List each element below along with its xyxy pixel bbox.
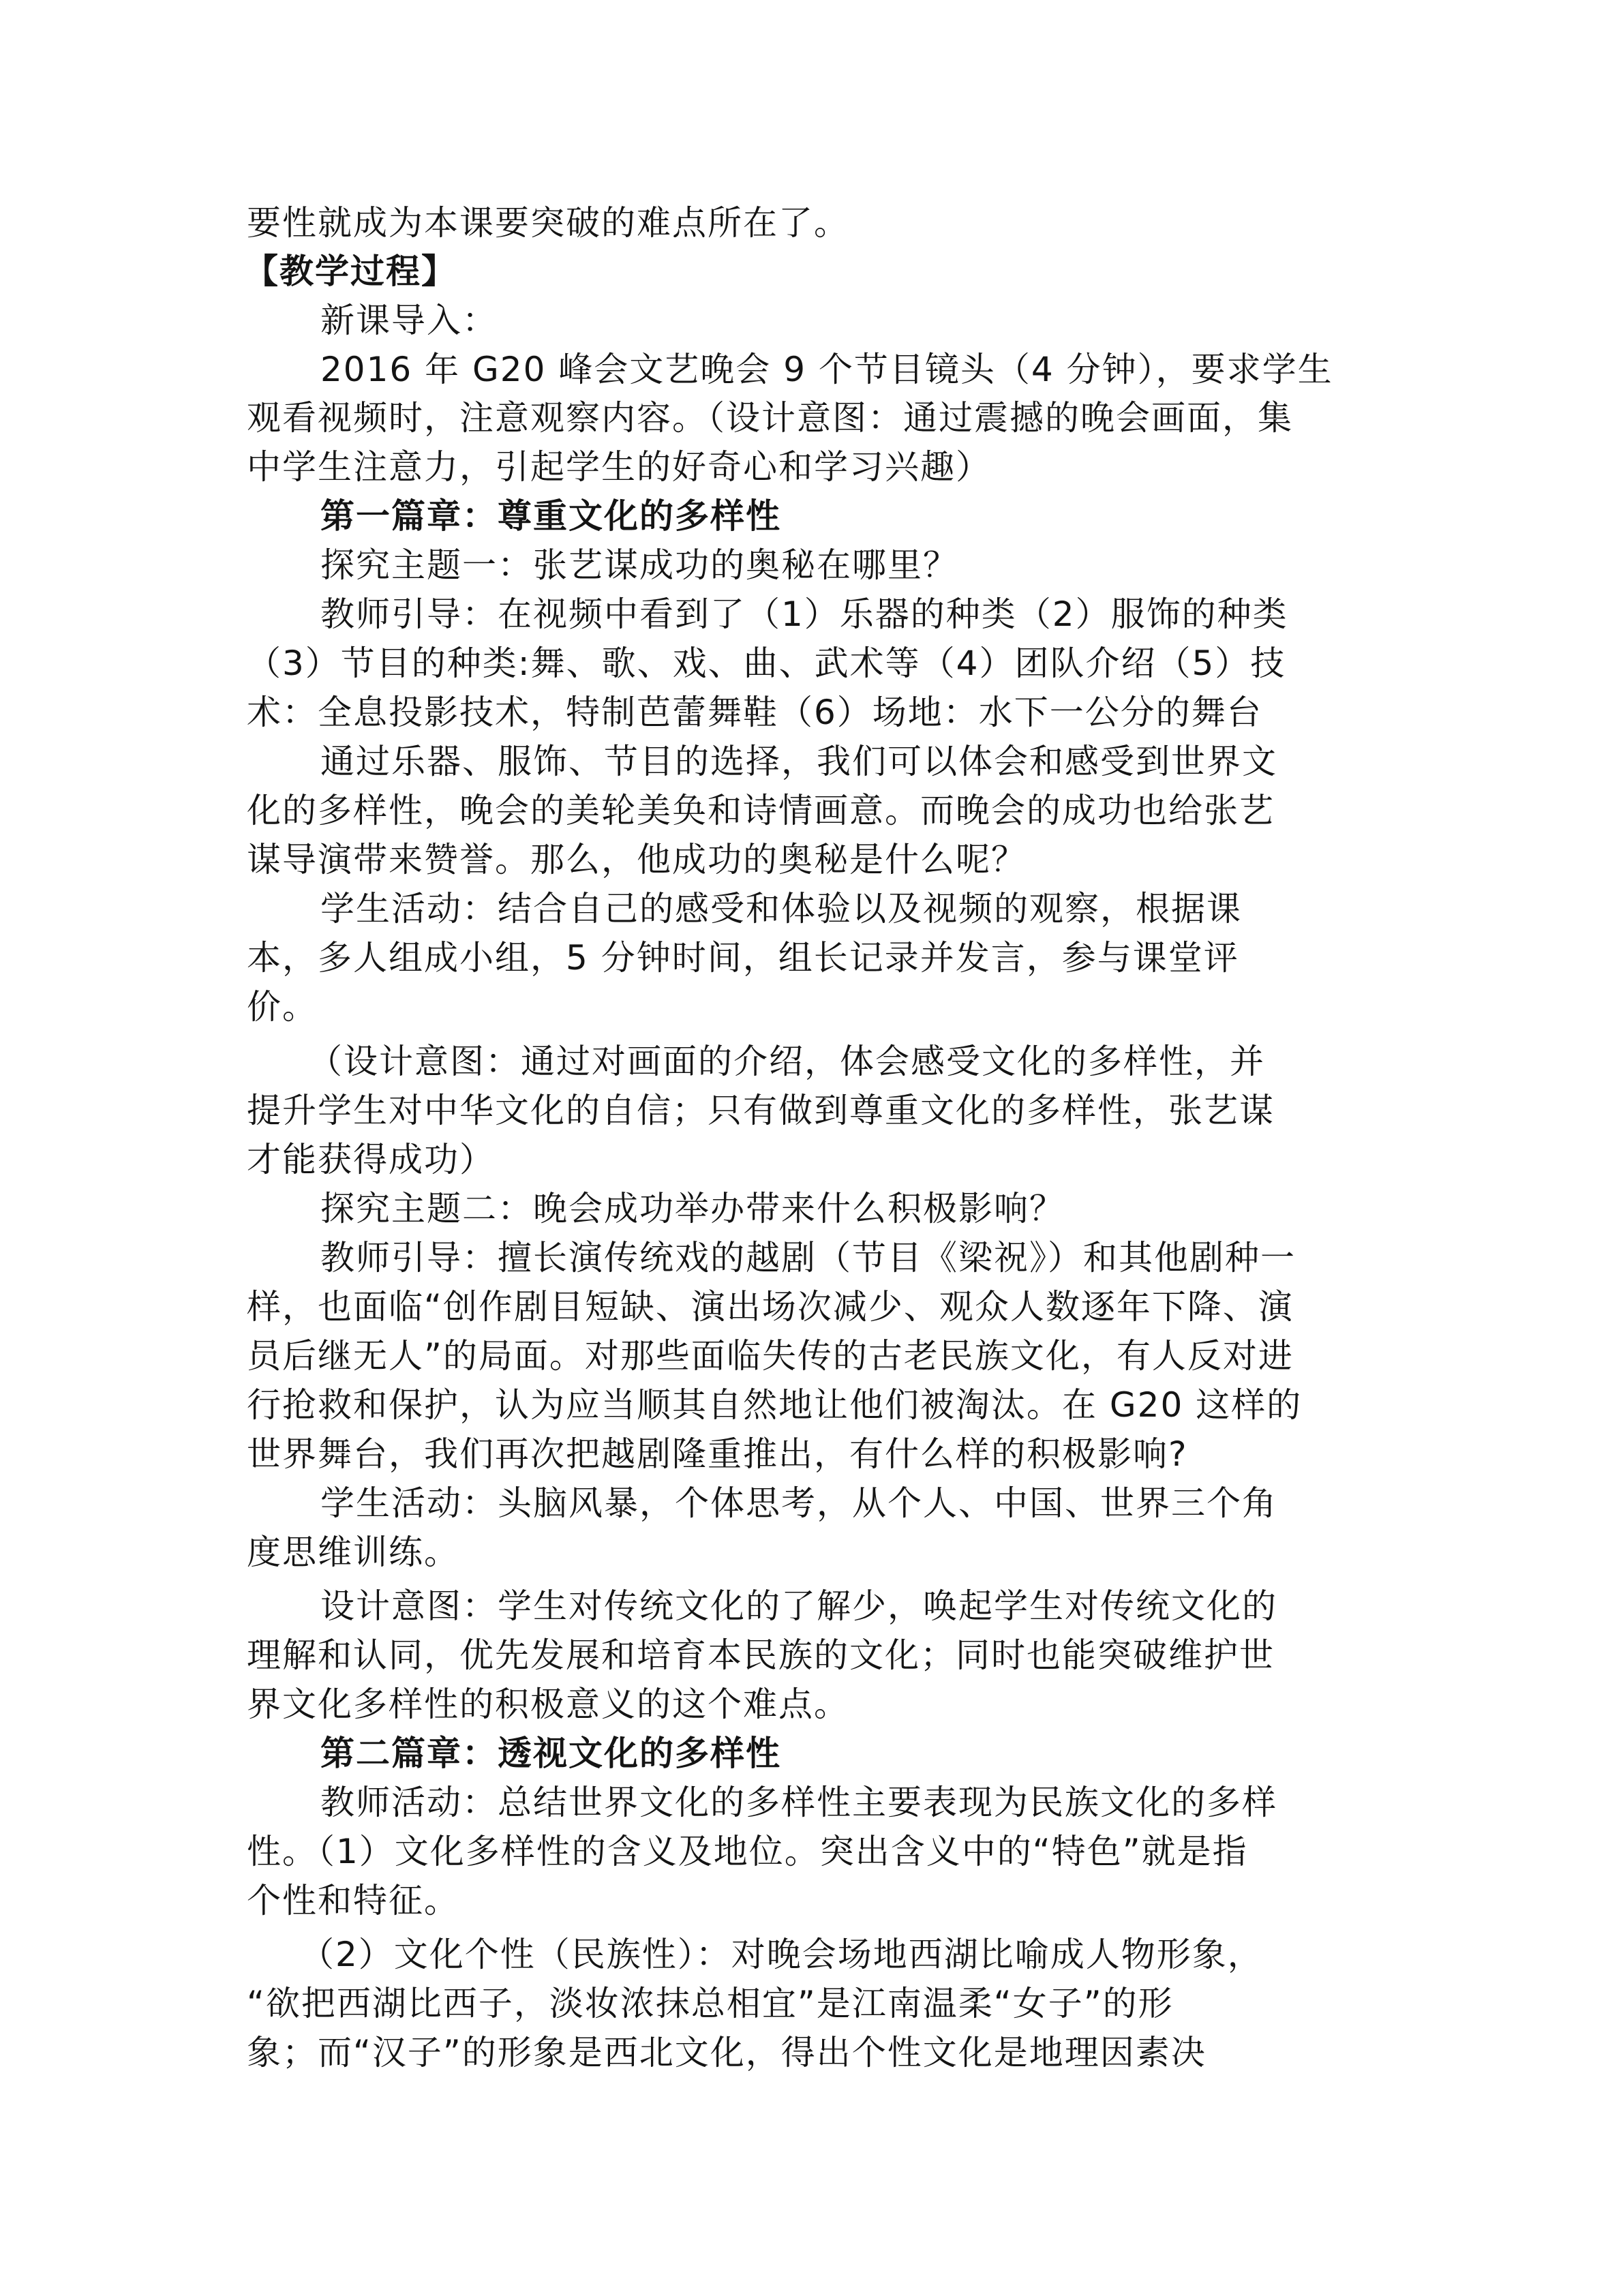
paragraph-line: 世界舞台，我们再次把越剧隆重推出，有什么样的积极影响?	[247, 1434, 1188, 1474]
paragraph-line: 探究主题一：张艺谋成功的奥秘在哪里？	[320, 545, 958, 585]
paragraph-line: 教师引导：在视频中看到了（1）乐器的种类（2）服饰的种类	[320, 594, 1288, 634]
paragraph-line: 价。	[247, 987, 318, 1027]
paragraph-line: 学生活动：结合自己的感受和体验以及视频的观察，根据课	[320, 889, 1242, 928]
paragraph-line: 要性就成为本课要突破的难点所在了。	[247, 203, 849, 243]
paragraph-line: 性。（1）文化多样性的含义及地位。突出含义中的“特色”就是指	[247, 1832, 1248, 1871]
paragraph-line: （3）节目的种类:舞、歌、戏、曲、武术等（4）团队介绍（5）技	[247, 644, 1286, 683]
paragraph-line: 个性和特征。	[247, 1881, 459, 1920]
paragraph-line: 化的多样性，晚会的美轮美奂和诗情画意。而晚会的成功也给张艺	[247, 791, 1275, 830]
paragraph-line: 理解和认同，优先发展和培育本民族的文化；同时也能突破维护世	[247, 1635, 1275, 1675]
paragraph-line: 象；而“汉子”的形象是西北文化，得出个性文化是地理因素决	[247, 2033, 1207, 2072]
paragraph-line: 观看视频时，注意观察内容。（设计意图：通过震撼的晚会画面，集	[247, 398, 1293, 438]
paragraph-line: 界文化多样性的积极意义的这个难点。	[247, 1685, 849, 1724]
paragraph-line: 教师活动：总结世界文化的多样性主要表现为民族文化的多样	[320, 1783, 1277, 1822]
paragraph-line: “欲把西湖比西子，淡妆浓抹总相宜”是江南温柔“女子”的形	[247, 1984, 1174, 2023]
paragraph-line: 本，多人组成小组，5 分钟时间，组长记录并发言，参与课堂评	[247, 938, 1239, 978]
paragraph-line: 教师引导：擅长演传统戏的越剧（节目《梁祝》）和其他剧种一	[320, 1238, 1296, 1278]
section-heading-teaching-process: 【教学过程】	[244, 252, 457, 291]
paragraph-line: 探究主题二：晚会成功举办带来什么积极影响？	[320, 1189, 1065, 1228]
paragraph-line: 度思维训练。	[247, 1532, 459, 1572]
paragraph-line: 行抢救和保护，认为应当顺其自然地让他们被淘汰。在 G20 这样的	[247, 1385, 1303, 1425]
paragraph-line: 员后继无人”的局面。对那些面临失传的古老民族文化，有人反对进	[247, 1336, 1294, 1376]
paragraph-line: 样，也面临“创作剧目短缺、演出场次减少、观众人数逐年下降、演	[247, 1287, 1294, 1327]
chapter-heading-1: 第一篇章：尊重文化的多样性	[320, 496, 781, 536]
paragraph-line: （2）文化个性（民族性）：对晚会场地西湖比喻成人物形象，	[300, 1935, 1263, 1974]
paragraph-line: 中学生注意力，引起学生的好奇心和学习兴趣）	[247, 447, 991, 487]
paragraph-line: （设计意图：通过对画面的介绍，体会感受文化的多样性，并	[308, 1042, 1265, 1081]
paragraph-line: 学生活动：头脑风暴，个体思考，从个人、中国、世界三个角	[320, 1483, 1277, 1523]
paragraph-line: 2016 年 G20 峰会文艺晚会 9 个节目镜头（4 分钟），要求学生	[320, 350, 1333, 389]
chapter-heading-2: 第二篇章：透视文化的多样性	[320, 1734, 781, 1773]
paragraph-line: 谋导演带来赞誉。那么，他成功的奥秘是什么呢？	[247, 840, 1027, 879]
paragraph-line: 提升学生对中华文化的自信；只有做到尊重文化的多样性，张艺谋	[247, 1091, 1275, 1130]
paragraph-line: 新课导入：	[320, 301, 498, 340]
paragraph-line: 术：全息投影技术，特制芭蕾舞鞋（6）场地：水下一公分的舞台	[247, 693, 1262, 732]
paragraph-line: 设计意图：学生对传统文化的了解少，唤起学生对传统文化的	[320, 1586, 1277, 1626]
paragraph-line: 才能获得成功）	[247, 1140, 495, 1179]
paragraph-line: 通过乐器、服饰、节目的选择，我们可以体会和感受到世界文	[320, 742, 1277, 781]
